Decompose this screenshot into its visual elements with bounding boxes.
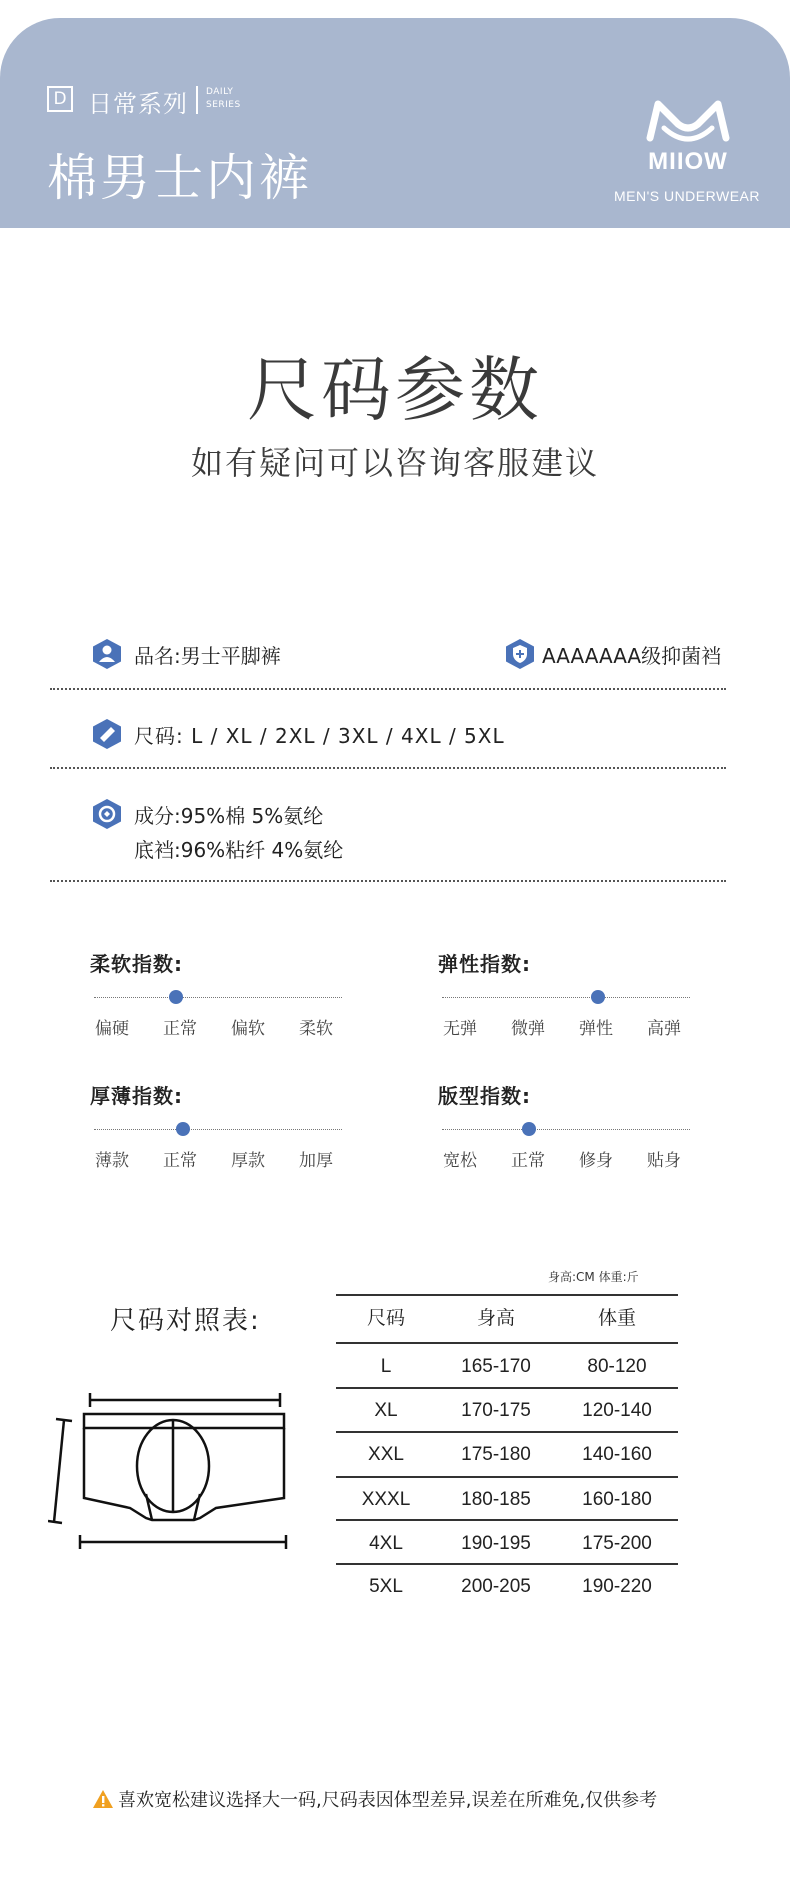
table-cell: 5XL	[369, 1576, 403, 1597]
fabric-icon	[92, 798, 122, 830]
table-header-row	[336, 1296, 678, 1340]
crotch-composition: 底裆:96%粘纤 4%氨纶	[134, 838, 344, 862]
index-track	[442, 997, 690, 998]
table-header-cell: 尺码	[366, 1307, 405, 1329]
table-cell: 120-140	[582, 1400, 652, 1421]
table-cell: XXL	[368, 1444, 404, 1465]
table-cell: 160-180	[582, 1489, 652, 1510]
warning-icon	[92, 1789, 114, 1809]
boxer-briefs-diagram	[48, 1390, 292, 1554]
index-level-label: 弹性	[579, 1019, 613, 1039]
warning-text: 喜欢宽松建议选择大一码,尺码表因体型差异,误差在所难免,仅供参考	[118, 1790, 658, 1811]
brand-name: MIIOW	[648, 148, 728, 175]
table-cell: 165-170	[461, 1356, 531, 1377]
index-level-label: 薄款	[95, 1151, 129, 1171]
index-level-label: 宽松	[443, 1151, 477, 1171]
table-cell: 175-200	[582, 1533, 652, 1554]
table-row	[336, 1478, 678, 1522]
index-level-label: 正常	[511, 1151, 545, 1171]
product-title: 棉男士内裤	[47, 149, 312, 207]
table-cell: 4XL	[369, 1533, 403, 1554]
user-icon	[92, 638, 122, 670]
index-track	[94, 1129, 342, 1130]
series-divider	[196, 86, 198, 114]
cat-logo-icon	[644, 98, 732, 148]
index-level-label: 高弹	[647, 1019, 681, 1039]
table-row	[336, 1389, 678, 1433]
index-level-label: 偏软	[231, 1019, 265, 1039]
index-indicator-dot	[591, 990, 605, 1004]
header-banner	[0, 18, 790, 228]
index-indicator-dot	[169, 990, 183, 1004]
product-name: 品名:男士平脚裤	[134, 644, 281, 668]
index-track	[94, 997, 342, 998]
index-title: 版型指数:	[438, 1084, 531, 1108]
index-level-label: 厚款	[231, 1151, 265, 1171]
table-cell: 80-120	[587, 1356, 647, 1377]
table-cell: 170-175	[461, 1400, 531, 1421]
index-level-label: 柔软	[299, 1019, 333, 1039]
table-header-cell: 身高	[476, 1307, 515, 1329]
series-name: 日常系列	[88, 90, 188, 118]
table-cell: 140-160	[582, 1444, 652, 1465]
index-level-label: 正常	[163, 1019, 197, 1039]
index-level-label: 正常	[163, 1151, 197, 1171]
index-level-label: 加厚	[299, 1151, 333, 1171]
index-title: 弹性指数:	[438, 952, 531, 976]
divider	[50, 880, 726, 882]
table-cell: 190-195	[461, 1533, 531, 1554]
index-level-label: 无弹	[443, 1019, 477, 1039]
table-cell: 200-205	[461, 1576, 531, 1597]
table-cell: 180-185	[461, 1489, 531, 1510]
table-cell: 190-220	[582, 1576, 652, 1597]
size-table-title: 尺码对照表:	[110, 1306, 261, 1336]
table-header-cell: 体重	[597, 1307, 636, 1329]
size-warning	[92, 1786, 657, 1812]
table-row	[336, 1345, 678, 1389]
index-level-label: 偏硬	[95, 1019, 129, 1039]
table-cell: XXXL	[361, 1489, 411, 1510]
divider	[50, 688, 726, 690]
series-english: DAILY SERIES	[206, 87, 241, 110]
ruler-icon	[92, 718, 122, 750]
divider	[50, 767, 726, 769]
table-cell: XL	[374, 1400, 398, 1421]
table-cell: 175-180	[461, 1444, 531, 1465]
section-title: 尺码参数	[247, 349, 543, 431]
shield-icon	[505, 638, 535, 670]
table-row	[336, 1522, 678, 1566]
index-level-label: 微弹	[511, 1019, 545, 1039]
index-level-label: 修身	[579, 1151, 613, 1171]
table-cell: L	[380, 1356, 392, 1377]
index-title: 厚薄指数:	[90, 1084, 183, 1108]
section-subtitle: 如有疑问可以咨询客服建议	[190, 444, 599, 482]
composition: 成分:95%棉 5%氨纶	[134, 804, 324, 828]
table-rule	[336, 1342, 678, 1344]
index-track	[442, 1129, 690, 1130]
index-indicator-dot	[522, 1122, 536, 1136]
unit-note: 身高:CM 体重:斤	[548, 1270, 639, 1284]
table-row	[336, 1433, 678, 1477]
table-row	[336, 1565, 678, 1609]
index-level-label: 贴身	[647, 1151, 681, 1171]
index-title: 柔软指数:	[90, 952, 183, 976]
brand-subtitle: MEN'S UNDERWEAR	[613, 188, 760, 204]
index-indicator-dot	[176, 1122, 190, 1136]
antibacterial-feature: AAAAAAA级抑菌裆	[542, 644, 722, 668]
size-list: 尺码: L / XL / 2XL / 3XL / 4XL / 5XL	[134, 724, 505, 748]
series-badge: D	[47, 86, 73, 112]
